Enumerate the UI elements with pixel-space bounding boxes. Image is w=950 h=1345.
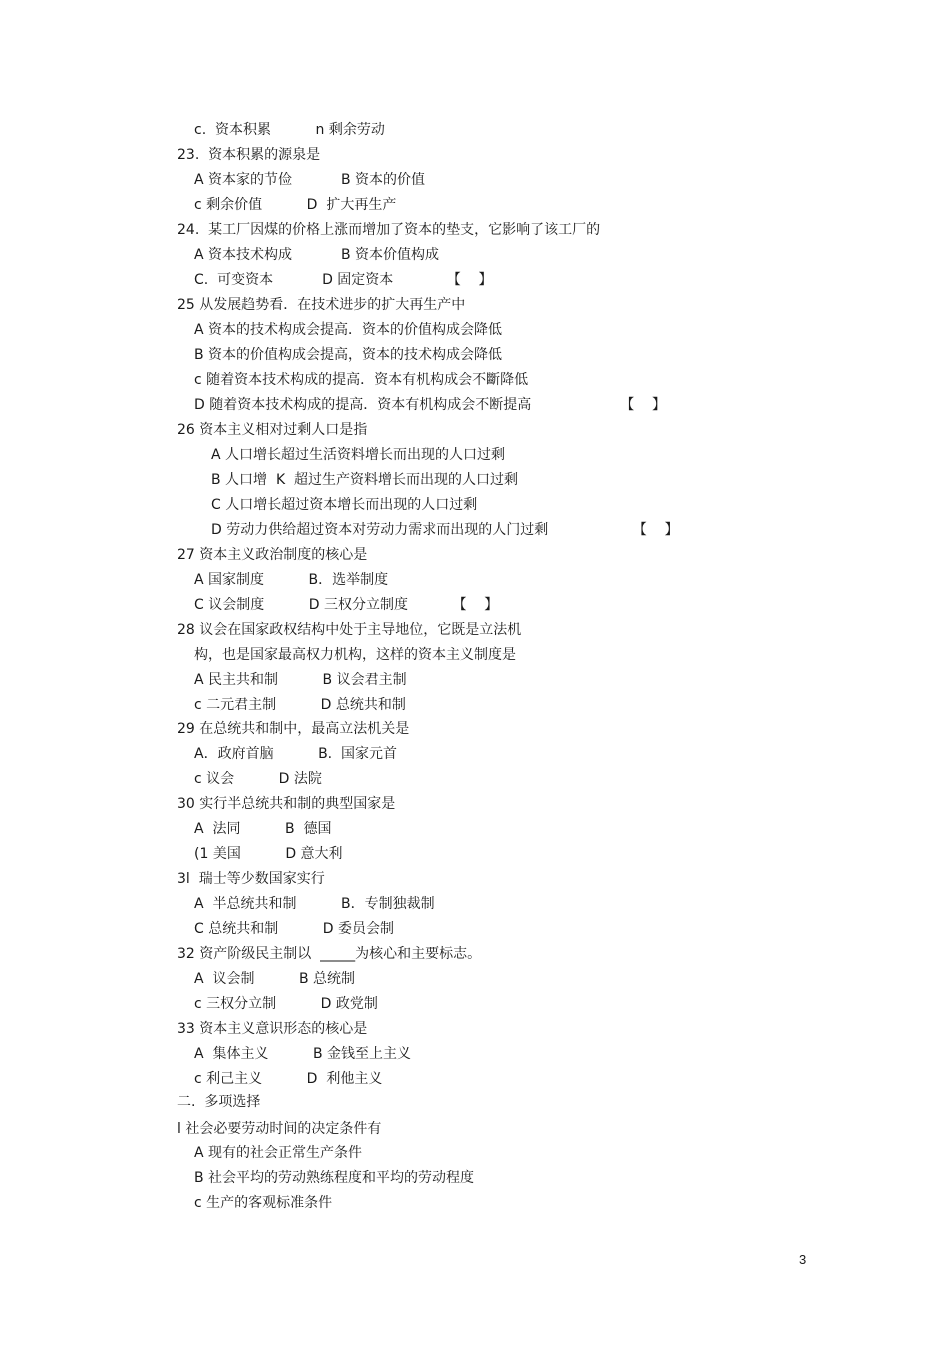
text-line: C 人口增长超过资本增长而出现的人口过剩 <box>211 497 478 513</box>
text-line: A 半总统共和制 B．专制独裁制 <box>194 896 435 912</box>
question-27: 27 资本主义政治制度的核心是 <box>177 547 368 563</box>
text-line: A 法同 B 德国 <box>194 821 332 837</box>
text-line: c 随着资本技术构成的提高．资本有机构成会不斷降低 <box>194 372 529 388</box>
text-line: c. 资本积累 n 剩余劳动 <box>194 122 385 138</box>
text-line: (1 美国 D 意大利 <box>194 846 343 862</box>
text-line: c 二元君主制 D 总统共和制 <box>194 697 406 713</box>
question-32: 32 资产阶级民主制以 _____为核心和主要标志。 <box>177 946 482 962</box>
text-line: C 总统共和制 D 委员会制 <box>194 921 394 937</box>
section-heading: 二. 多项选择 <box>177 1094 261 1110</box>
text-line: D 随着资本技术构成的提高．资本有机构成会不断提高 【 】 <box>194 397 667 413</box>
text-line: c 剩余价值 D 扩大再生产 <box>194 197 397 213</box>
text-line: c 三权分立制 D 政党制 <box>194 996 378 1012</box>
text-line: A 民主共和制 B 议会君主制 <box>194 672 407 688</box>
text-line: B 社会平均的劳动熟练程度和平均的劳动程度 <box>194 1170 475 1186</box>
text-line: A 资本家的节俭 B 资本的价值 <box>194 172 426 188</box>
question-31: 3l 瑞士等少数国家实行 <box>177 871 325 887</box>
text-line: D 劳动力供给超过资本对劳动力需求而出现的人门过剩 【 】 <box>211 522 679 538</box>
text-line: A 资本技术构成 B 资本价值构成 <box>194 247 440 263</box>
text-line: c 利己主义 D 利他主义 <box>194 1071 383 1087</box>
question-30: 30 实行半总统共和制的典型国家是 <box>177 796 396 812</box>
text-line: 构，也是国家最高权力机构，这样的资本主义制度是 <box>194 647 516 663</box>
question-23: 23. 资本积累的源泉是 <box>177 147 321 163</box>
question-25: 25 从发展趋势看．在技术进步的扩大再生产中 <box>177 297 466 313</box>
multi-question-1: l 社会必要劳动时间的决定条件有 <box>177 1121 382 1137</box>
text-line: B 资本的价值构成会提高，资本的技术构成会降低 <box>194 347 503 363</box>
text-line: A 国家制度 B．选举制度 <box>194 572 389 588</box>
text-line: A．政府首脑 B. 国家元首 <box>194 746 398 762</box>
text-line: B 人口增 K 超过生产资料增长而出现的人口过剩 <box>211 472 519 488</box>
question-26: 26 资本主义相对过剩人口是指 <box>177 422 368 438</box>
text-line: A 集体主义 B 金钱至上主义 <box>194 1046 412 1062</box>
text-line: c 议会 D 法院 <box>194 771 322 787</box>
text-line: A 人口增长超过生活资料增长而出现的人口过剩 <box>211 447 506 463</box>
question-33: 33 资本主义意识形态的核心是 <box>177 1021 368 1037</box>
text-line: A 现有的社会正常生产条件 <box>194 1145 363 1161</box>
text-line: A 议会制 B 总统制 <box>194 971 356 987</box>
text-line: C 议会制度 D 三权分立制度 【 】 <box>194 597 499 613</box>
question-24: 24. 某工厂因煤的价格上涨而增加了资本的垫支，它影响了该工厂的 <box>177 222 601 238</box>
text-line: A 资本的技术构成会提高．资本的价值构成会降低 <box>194 322 503 338</box>
page-number: 3 <box>799 1252 807 1267</box>
question-29: 29 在总统共和制中，最高立法机关是 <box>177 721 410 737</box>
question-28: 28 议会在国家政权结构中处于主导地位，它既是立法机 <box>177 622 522 638</box>
text-line: C. 可变资本 D 固定资本 【 】 <box>194 272 493 288</box>
text-line: c 生产的客观标准条件 <box>194 1195 333 1211</box>
